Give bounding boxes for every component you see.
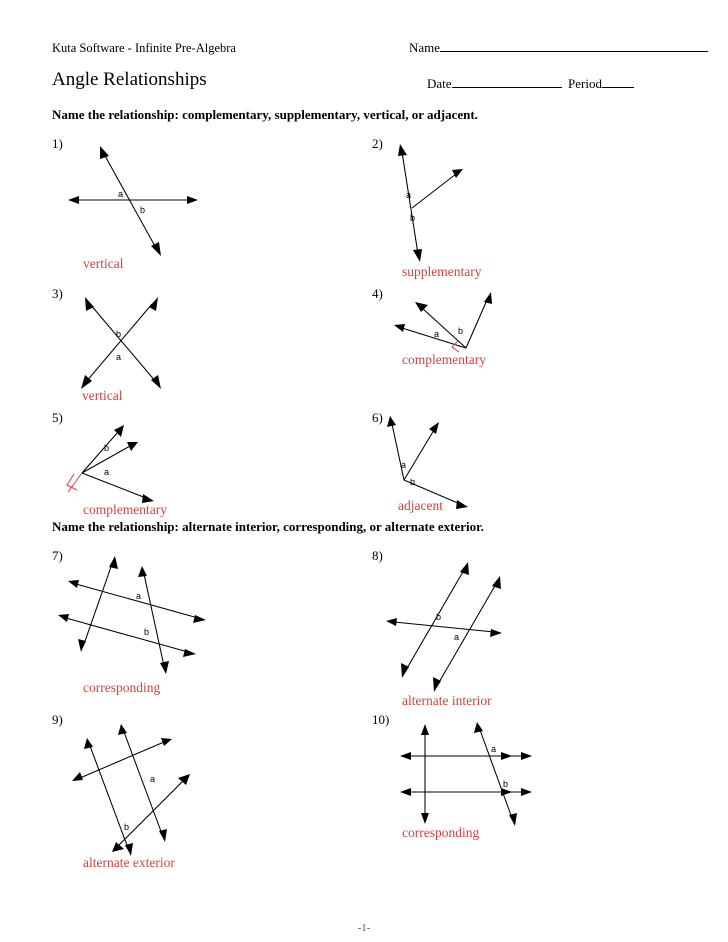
problem-8-answer: alternate interior xyxy=(402,693,492,708)
transversal-right xyxy=(138,566,169,674)
problem-10-answer: corresponding xyxy=(402,825,480,840)
period-label: Period xyxy=(568,76,602,92)
parallel-line-bottom xyxy=(58,614,196,657)
instruction-line-2: Name the relationship: alternate interior, corresponding, or alternate exterior. xyxy=(52,519,484,534)
line-ne-sw xyxy=(81,297,158,389)
problem-9-answer: alternate exterior xyxy=(83,855,175,870)
ray-up-right xyxy=(404,422,439,480)
problem-7-figure xyxy=(52,548,382,693)
slanted-transversal xyxy=(474,722,517,826)
angle-label-b: b xyxy=(436,612,442,622)
horizontal-line-top xyxy=(400,752,532,760)
transversal-horizontal xyxy=(386,618,502,637)
date-label: Date xyxy=(427,76,452,92)
horizontal-line xyxy=(68,196,198,204)
problem-9-number: 9) xyxy=(52,712,63,727)
period-blank-rule[interactable] xyxy=(602,76,634,88)
angle-label-a: a xyxy=(104,467,110,477)
angle-label-b: b xyxy=(410,477,416,487)
problem-4 xyxy=(372,286,702,414)
horizontal-line-bottom xyxy=(400,788,532,796)
angle-label-b: b xyxy=(140,205,146,215)
angle-label-a: a xyxy=(118,189,124,199)
ray-upper-right xyxy=(466,292,492,348)
angle-label-a: a xyxy=(454,632,460,642)
problem-7 xyxy=(52,548,382,706)
name-blank-rule[interactable] xyxy=(440,40,708,52)
problem-8-number: 8) xyxy=(372,548,383,563)
problem-2-number: 2) xyxy=(372,136,383,151)
problem-5-figure xyxy=(52,410,382,515)
angle-label-a: a xyxy=(136,591,142,601)
problem-10-figure xyxy=(372,712,702,842)
angle-label-b: b xyxy=(116,329,122,339)
angle-label-b: b xyxy=(104,443,110,453)
date-period-line xyxy=(427,76,634,92)
line-nw-se xyxy=(85,297,161,389)
problem-3-answer: vertical xyxy=(82,388,123,403)
angle-label-a: a xyxy=(406,190,412,200)
angle-label-b: b xyxy=(124,822,130,832)
ray-up-left xyxy=(387,416,407,480)
problem-8 xyxy=(372,548,702,706)
problem-1-number: 1) xyxy=(52,136,63,151)
angle-label-a: a xyxy=(116,352,122,362)
ray-steep-up xyxy=(82,425,124,473)
angle-label-a: a xyxy=(434,329,440,339)
problem-8-figure xyxy=(372,548,702,698)
parallel-line-top xyxy=(68,580,206,623)
problem-5 xyxy=(52,410,382,525)
problem-6-number: 6) xyxy=(372,410,383,425)
problem-3-figure xyxy=(52,286,382,401)
ray-down-right xyxy=(82,473,154,503)
problem-10 xyxy=(372,712,702,862)
ray-down-left-stub xyxy=(67,473,82,492)
problem-7-answer: corresponding xyxy=(83,680,161,695)
date-blank-rule[interactable] xyxy=(452,76,562,88)
parallel-line-left xyxy=(401,562,469,678)
angle-label-b: b xyxy=(503,779,509,789)
angle-label-b: b xyxy=(144,627,150,637)
problem-1-answer: vertical xyxy=(83,256,124,271)
problem-1 xyxy=(52,136,382,284)
problem-3 xyxy=(52,286,382,414)
transversal-left xyxy=(78,556,118,652)
problem-2-figure xyxy=(372,136,702,266)
header-row xyxy=(52,40,692,62)
page-marker: -1- xyxy=(357,922,371,934)
problem-5-number: 5) xyxy=(52,410,63,425)
page-title: Angle Relationships xyxy=(52,69,207,90)
angle-label-b: b xyxy=(458,326,464,336)
transversal-line xyxy=(100,146,161,256)
instruction-line-1: Name the relationship: complementary, supplementary, vertical, or adjacent. xyxy=(52,107,478,122)
angle-label-a: a xyxy=(491,744,497,754)
problem-6-answer: adjacent xyxy=(398,498,443,513)
problem-5-answer: complementary xyxy=(83,502,167,517)
problem-2 xyxy=(372,136,702,284)
problem-9 xyxy=(52,712,382,872)
problem-4-number: 4) xyxy=(372,286,383,301)
problem-7-number: 7) xyxy=(52,548,63,563)
ray-up-right xyxy=(412,169,463,208)
problem-2-answer: supplementary xyxy=(402,264,482,279)
problem-9-figure xyxy=(52,712,382,862)
name-label: Name xyxy=(409,40,441,56)
angle-label-a: a xyxy=(401,460,407,470)
problem-3-number: 3) xyxy=(52,286,63,301)
vertical-line xyxy=(421,724,429,824)
transversal-lower xyxy=(112,774,190,852)
problem-4-answer: complementary xyxy=(402,352,486,367)
ray-upper-left xyxy=(415,302,466,348)
ray-shallow-up xyxy=(82,442,138,473)
problem-1-figure xyxy=(52,136,382,266)
problem-6 xyxy=(372,410,702,525)
name-field-line xyxy=(409,40,708,56)
angle-label-b: b xyxy=(410,213,416,223)
software-brand: Kuta Software - Infinite Pre-Algebra xyxy=(52,41,236,55)
problem-4-figure xyxy=(372,286,702,401)
angle-label-a: a xyxy=(150,774,156,784)
problem-10-number: 10) xyxy=(372,712,390,727)
right-angle-mark xyxy=(452,341,459,352)
